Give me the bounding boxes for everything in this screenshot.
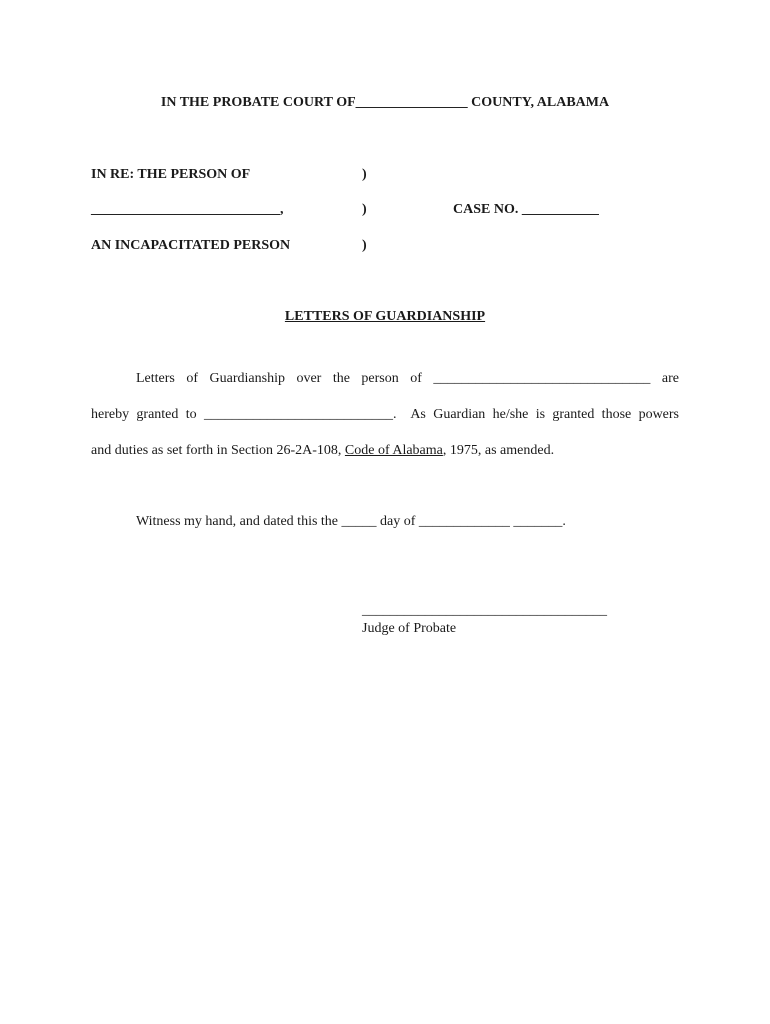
caption-in-re: IN RE: THE PERSON OF (91, 167, 251, 182)
body-line-3-end: , 1975, as amended. (442, 443, 555, 458)
body-paragraph-line (91, 370, 679, 388)
signature-line: ___________________________________ (362, 603, 607, 618)
caption-paren: ) (362, 238, 367, 253)
body-line-3 (91, 442, 679, 460)
body-line-1: Letters of Guardianship over the person of _______________________________ are (136, 371, 679, 386)
case-number: CASE NO. ___________ (453, 202, 599, 217)
caption-paren: ) (362, 202, 367, 217)
caption-incapacitated: AN INCAPACITATED PERSON (91, 238, 291, 253)
caption-name-blank: ___________________________, (91, 202, 284, 217)
body-line-3-text: and duties as set forth in Section 26-2A-108, (91, 443, 345, 458)
signature-label: Judge of Probate (362, 621, 457, 636)
document-title: LETTERS OF GUARDIANSHIP (284, 309, 486, 324)
court-heading: IN THE PROBATE COURT OF________________ COUNTY, ALABAMA (160, 95, 610, 110)
caption-paren: ) (362, 167, 367, 182)
body-line-2: hereby granted to ___________________________. As Guardian he/she is granted those powers (91, 407, 679, 422)
code-citation: Code of Alabama (344, 443, 443, 458)
witness-clause: Witness my hand, and dated this the _____ day of _____________ _______. (136, 514, 566, 529)
